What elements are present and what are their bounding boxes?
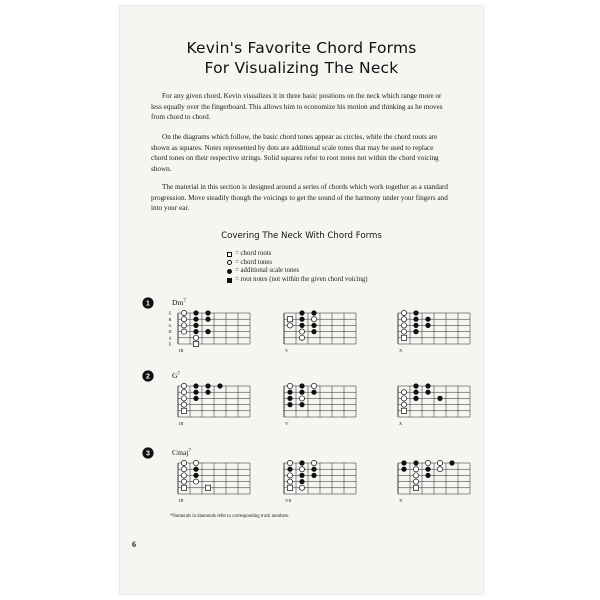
chord-tone-circle — [401, 323, 406, 328]
scale-tone-dot — [311, 323, 316, 328]
chord-tone-circle — [287, 383, 292, 388]
scale-tone-dot — [413, 323, 418, 328]
chord-root-square — [413, 485, 418, 490]
string-name-label: E — [168, 310, 172, 316]
chord-tone-circle — [311, 317, 316, 322]
chord-root-square — [401, 408, 406, 413]
scale-tone-dot — [193, 467, 198, 472]
chord-tone-circle — [299, 467, 304, 472]
scale-tone-dot — [311, 467, 316, 472]
chord-tone-circle — [287, 473, 292, 478]
chord-tone-circle — [401, 317, 406, 322]
scale-tone-dot — [299, 460, 304, 465]
chord-tone-circle — [299, 485, 304, 490]
chord-tone-circle — [299, 396, 304, 401]
page-title-line2: For Visualizing The Neck — [204, 59, 399, 77]
chord-tone-circle — [437, 467, 442, 472]
chord-tone-circle — [287, 460, 292, 465]
chord-tone-circle — [413, 473, 418, 478]
legend-text: = root notes (not within the given chord voicing) — [235, 275, 368, 283]
chord-tone-circle — [181, 460, 186, 465]
chord-name: Dm$^7$ — [172, 298, 186, 307]
scale-tone-dot — [311, 329, 316, 334]
chord-tone-circle — [425, 460, 430, 465]
chord-tone-circle — [193, 479, 198, 484]
scale-tone-dot — [205, 310, 210, 315]
track-number: 3 — [146, 450, 150, 458]
legend-text: = chord roots — [235, 250, 272, 257]
book-page — [120, 6, 483, 594]
scale-tone-dot — [299, 479, 304, 484]
chord-tone-circle — [181, 383, 186, 388]
chord-tone-circle — [413, 467, 418, 472]
scale-tone-dot — [193, 390, 198, 395]
fret-position-label: X — [399, 421, 403, 426]
chord-tone-circle — [287, 323, 292, 328]
scale-tone-dot — [413, 460, 418, 465]
chord-tone-circle — [181, 396, 186, 401]
scale-tone-dot — [401, 467, 406, 472]
scale-tone-dot — [425, 323, 430, 328]
chord-tone-circle — [181, 390, 186, 395]
chord-extension: 7 — [188, 449, 191, 454]
scale-tone-dot — [311, 390, 316, 395]
fret-position-label: X — [399, 498, 403, 503]
string-name-label: B — [168, 316, 172, 322]
chord-root-square — [401, 335, 406, 340]
scale-tone-dot — [413, 329, 418, 334]
fret-position-label: III — [179, 421, 184, 426]
scale-tone-dot — [437, 396, 442, 401]
scale-tone-dot — [299, 310, 304, 315]
chord-extension: 7 — [183, 299, 186, 304]
scale-tone-dot — [193, 473, 198, 478]
scale-tone-dot — [299, 323, 304, 328]
chord-tone-circle — [299, 335, 304, 340]
chord-tone-circle — [181, 473, 186, 478]
scale-tone-dot — [287, 467, 292, 472]
chord-tone-circle — [437, 460, 442, 465]
scale-tone-dot — [413, 383, 418, 388]
scale-tone-dot — [299, 402, 304, 407]
fret-position-label: III — [179, 348, 184, 353]
chord-tone-circle — [311, 383, 316, 388]
scale-tone-dot — [449, 460, 454, 465]
chord-tone-circle — [181, 402, 186, 407]
chord-root-square — [205, 485, 210, 490]
chord-tone-circle — [181, 479, 186, 484]
scale-tone-dot — [193, 329, 198, 334]
scale-tone-dot — [193, 317, 198, 322]
track-number: 1 — [146, 300, 150, 308]
paragraph-3-text: The material in this section is designed around a series of chords which work together as a standard progression. Move steadily though the voicings to get the sound of the harmony under your fingers and into your ear. — [151, 183, 449, 213]
fret-position-label: VII — [285, 498, 292, 503]
chord-root-square — [287, 317, 292, 322]
chord-tone-circle — [181, 323, 186, 328]
fret-position-label: V — [285, 348, 289, 353]
scale-tone-dot — [287, 396, 292, 401]
track-number: 2 — [146, 373, 150, 381]
chord-tone-circle — [413, 479, 418, 484]
chord-tone-circle — [181, 317, 186, 322]
section-subheading: Covering The Neck With Chord Forms — [221, 231, 382, 241]
scale-tone-dot — [413, 317, 418, 322]
chord-tone-circle — [181, 467, 186, 472]
fret-position-label: III — [179, 498, 184, 503]
scale-tone-dot — [425, 467, 430, 472]
scale-tone-dot — [193, 396, 198, 401]
scale-tone-dot — [299, 390, 304, 395]
page-number: 6 — [132, 540, 136, 549]
scale-tone-dot — [205, 390, 210, 395]
chord-tone-circle — [401, 329, 406, 334]
chord-tone-circle — [401, 402, 406, 407]
scale-tone-dot — [299, 383, 304, 388]
fret-position-label: X — [399, 348, 403, 353]
scale-tone-dot — [193, 383, 198, 388]
chord-name: Cmaj$^7$ — [172, 448, 191, 457]
scale-tone-dot — [425, 317, 430, 322]
chord-tone-circle — [193, 335, 198, 340]
scale-tone-dot — [287, 390, 292, 395]
chord-tone-circle — [311, 460, 316, 465]
paragraph-2-text: On the diagrams which follow, the basic chord tones appear as circles, while the chord roots are shown as squares. Notes represented by dots are additional scale tones that may be used to replace chord tones on their respective strings. Solid squares refer to root notes not within the chord voicing shown. — [151, 133, 439, 173]
chord-tone-circle — [401, 390, 406, 395]
scale-tone-dot — [205, 329, 210, 334]
string-name-label: D — [168, 329, 172, 335]
scale-tone-dot — [193, 323, 198, 328]
scale-tone-dot — [413, 310, 418, 315]
chord-tone-circle — [299, 329, 304, 334]
legend-text: = additional scale tones — [235, 267, 300, 275]
chord-tone-circle — [193, 460, 198, 465]
scale-tone-dot — [205, 317, 210, 322]
chord-diagrams — [120, 6, 483, 594]
scale-tone-dot — [413, 396, 418, 401]
scale-tone-dot — [311, 473, 316, 478]
scale-tone-dot — [311, 310, 316, 315]
chord-tone-circle — [181, 329, 186, 334]
scale-tone-dot — [401, 460, 406, 465]
scale-tone-dot — [299, 317, 304, 322]
chord-name: $G^7$ — [172, 371, 180, 380]
chord-root-square — [287, 485, 292, 490]
chord-extension: 7 — [177, 372, 180, 377]
scale-tone-dot — [425, 390, 430, 395]
scale-tone-dot — [425, 383, 430, 388]
string-name-label: A — [168, 335, 172, 341]
string-name-label: E — [168, 341, 172, 347]
fret-position-label: V — [285, 421, 289, 426]
legend-text: = chord tones — [235, 258, 273, 266]
string-name-label: G — [168, 323, 172, 328]
scale-tone-dot — [425, 473, 430, 478]
scale-tone-dot — [205, 383, 210, 388]
page-title-line1: Kevin's Favorite Chord Forms — [186, 39, 417, 57]
chord-tone-circle — [287, 479, 292, 484]
footnote: *Numerals in diamonds refer to corresponding track numbers. — [170, 514, 290, 519]
chord-root-square — [181, 485, 186, 490]
scale-tone-dot — [413, 390, 418, 395]
chord-tone-circle — [401, 396, 406, 401]
scale-tone-dot — [193, 310, 198, 315]
chord-root-square — [181, 408, 186, 413]
scale-tone-dot — [287, 402, 292, 407]
scale-tone-dot — [299, 473, 304, 478]
chord-tone-circle — [181, 310, 186, 315]
scale-tone-dot — [217, 383, 222, 388]
chord-tone-circle — [401, 310, 406, 315]
chord-root-square — [193, 341, 198, 346]
paragraph-1-text: For any given chord, Kevin visualizes it in three basic positions on the neck which range more or less equally over the fingerboard. This allows him to economize his motion and thinking as he moves from chord to chord. — [151, 92, 443, 122]
